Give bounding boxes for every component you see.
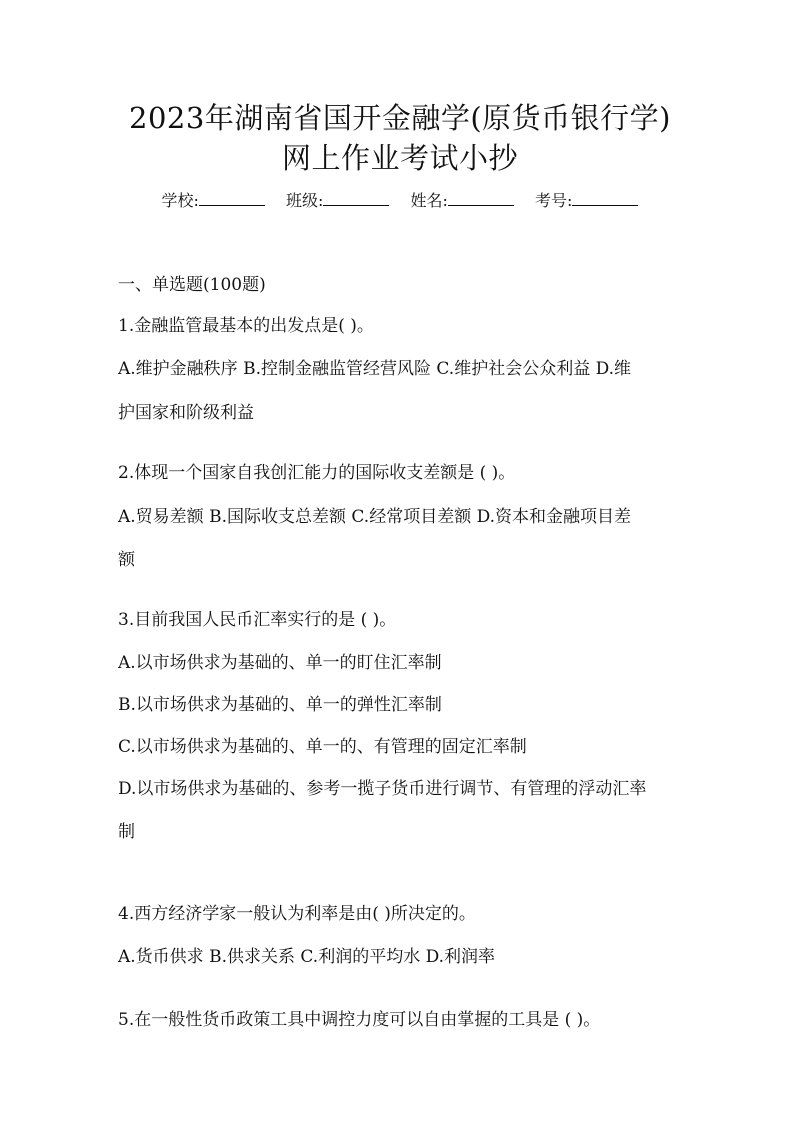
school-field (162, 190, 265, 212)
question-5-stem: 5.在一般性货币政策工具中调控力度可以自由掌握的工具是 ( )。 (118, 1010, 601, 1030)
school-blank (199, 190, 265, 206)
question-1-options-line-2: 护国家和阶级利益 (118, 403, 254, 423)
question-3-option-c: C.以市场供求为基础的、单一的、有管理的固定汇率制 (118, 737, 527, 757)
class-label: 班级: (286, 191, 324, 210)
class-field (286, 190, 389, 212)
question-2-options-line-2: 额 (118, 550, 135, 570)
question-2-options-line-1: A.贸易差额 B.国际收支总差额 C.经常项目差额 D.资本和金融项目差 (118, 507, 632, 527)
question-4-options: A.货币供求 B.供求关系 C.利润的平均水 D.利润率 (118, 947, 496, 967)
class-blank (323, 190, 389, 206)
name-label: 姓名: (410, 191, 448, 210)
school-label: 学校: (161, 191, 199, 210)
question-3-stem: 3.目前我国人民币汇率实行的是 ( )。 (118, 610, 397, 630)
question-3-option-b: B.以市场供求为基础的、单一的弹性汇率制 (118, 695, 442, 715)
question-4-stem: 4.西方经济学家一般认为利率是由( )所决定的。 (118, 904, 476, 924)
document-title: 2023年湖南省国开金融学(原货币银行学) (129, 101, 671, 135)
exam-no-label: 考号: (535, 191, 573, 210)
section-heading: 一、单选题(100题) (118, 275, 266, 295)
exam-no-blank (572, 190, 638, 206)
question-1-stem: 1.金融监管最基本的出发点是( )。 (118, 316, 374, 336)
name-field (411, 190, 514, 212)
question-3-option-d: D.以市场供求为基础的、参考一揽子货币进行调节、有管理的浮动汇率 (118, 779, 647, 799)
document-subtitle: 网上作业考试小抄 (281, 141, 518, 175)
question-3-option-a: A.以市场供求为基础的、单一的盯住汇率制 (118, 653, 442, 673)
question-1-options-line-1: A.维护金融秩序 B.控制金融监管经营风险 C.维护社会公众利益 D.维 (118, 359, 632, 379)
question-2-stem: 2.体现一个国家自我创汇能力的国际收支差额是 ( )。 (118, 463, 516, 483)
question-3-option-d-cont: 制 (118, 822, 135, 842)
name-blank (448, 190, 514, 206)
exam-no-field (535, 190, 638, 212)
student-info-row (0, 190, 800, 212)
